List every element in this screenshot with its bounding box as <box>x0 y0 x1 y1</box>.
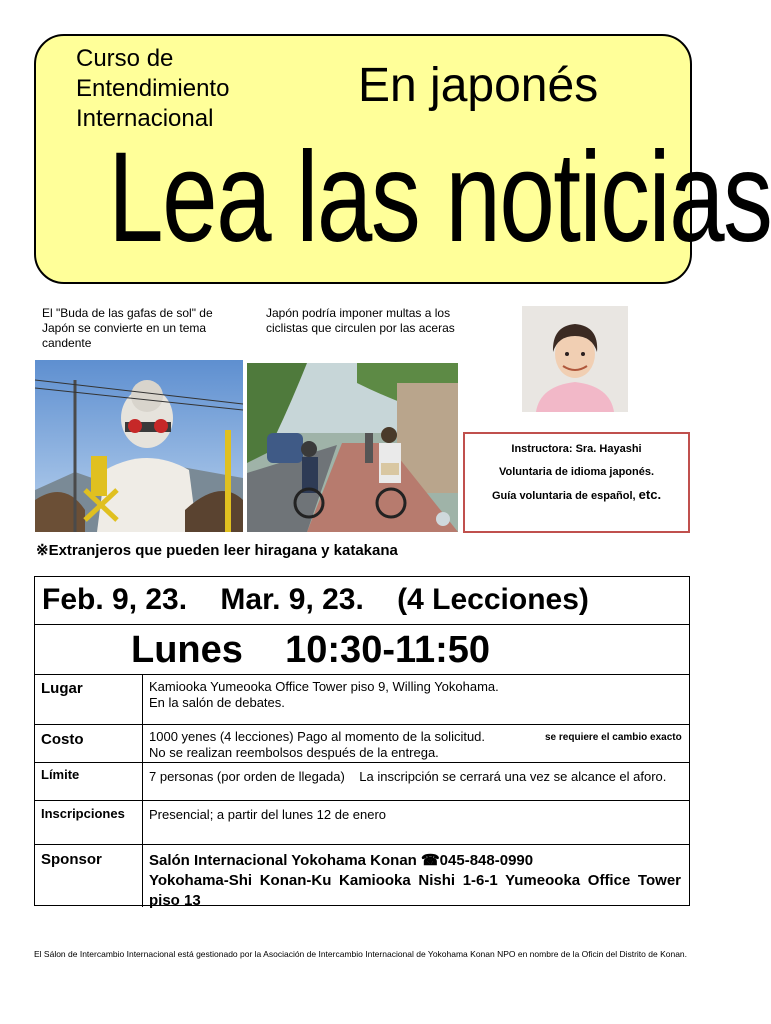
instructor-photo <box>522 306 628 412</box>
course-time: Lunes 10:30-11:50 <box>35 625 689 675</box>
instructor-name: Instructora: Sra. Hayashi <box>511 443 642 455</box>
limit-value: 7 personas (por orden de llegada) La inscripción se cerrará una vez se alcance el aforo. <box>149 769 667 784</box>
registration-value: Presencial; a partir del lunes 12 de enero <box>149 807 387 822</box>
title-banner <box>34 34 771 284</box>
news-caption-buddha: El "Buda de las gafas de sol" de Japón se convierte en un tema candente <box>42 306 213 350</box>
registration-label: Inscripciones <box>35 801 143 844</box>
instructor-box <box>463 432 690 533</box>
place-label: Lugar <box>35 675 143 724</box>
language-label: En japonés <box>358 59 599 112</box>
exact-change-note: se requiere el cambio exacto <box>545 732 682 743</box>
instructor-role-japanese: Voluntaria de idioma japonés. <box>498 466 655 478</box>
sponsor-label: Sponsor <box>35 845 143 907</box>
place-value: Kamiooka Yumeooka Office Tower piso 9, Willing Yokohama. En la salón de debates. <box>149 679 499 710</box>
headline: Lea las noticias <box>108 126 771 269</box>
cost-value: 1000 yenes (4 lecciones) Pago al momento de la solicitud. No se realizan reembolsos después de la entrega. <box>149 729 486 760</box>
limit-row <box>35 763 689 801</box>
course-details-table <box>34 576 690 909</box>
place-row <box>35 675 689 725</box>
sponsor-row <box>35 845 689 907</box>
limit-label: Límite <box>35 763 143 800</box>
course-name: Curso de Entendimiento Internacional <box>76 45 230 132</box>
cost-label: Costo <box>35 725 143 762</box>
buddha-sunglasses-photo <box>35 360 243 532</box>
cyclists-sidewalk-photo <box>247 363 458 532</box>
requirement-note: ※Extranjeros que pueden leer hiragana y katakana <box>36 542 398 559</box>
instructor-role-spanish: Guía voluntaria de español, etc. <box>491 487 662 502</box>
registration-row <box>35 801 689 845</box>
course-dates: Feb. 9, 23. Mar. 9, 23. (4 Lecciones) <box>35 577 689 625</box>
cost-row <box>35 725 689 763</box>
news-caption-cyclists: Japón podría imponer multas a los ciclistas que circulen por las aceras <box>266 306 455 335</box>
footer-note: El Sálon de Intercambio Internacional está gestionado por la Asociación de Intercambio Internacional de Yokohama Konan NPO en nombre de la Oficin del Distrito de Konan. <box>34 949 688 959</box>
sponsor-value: Salón Internacional Yokohama Konan ☎045-848-0990 Yokohama-Shi Konan-Ku Kamiooka Nishi 1-6-1 Yumeooka Office Tower piso 13 <box>149 852 681 909</box>
